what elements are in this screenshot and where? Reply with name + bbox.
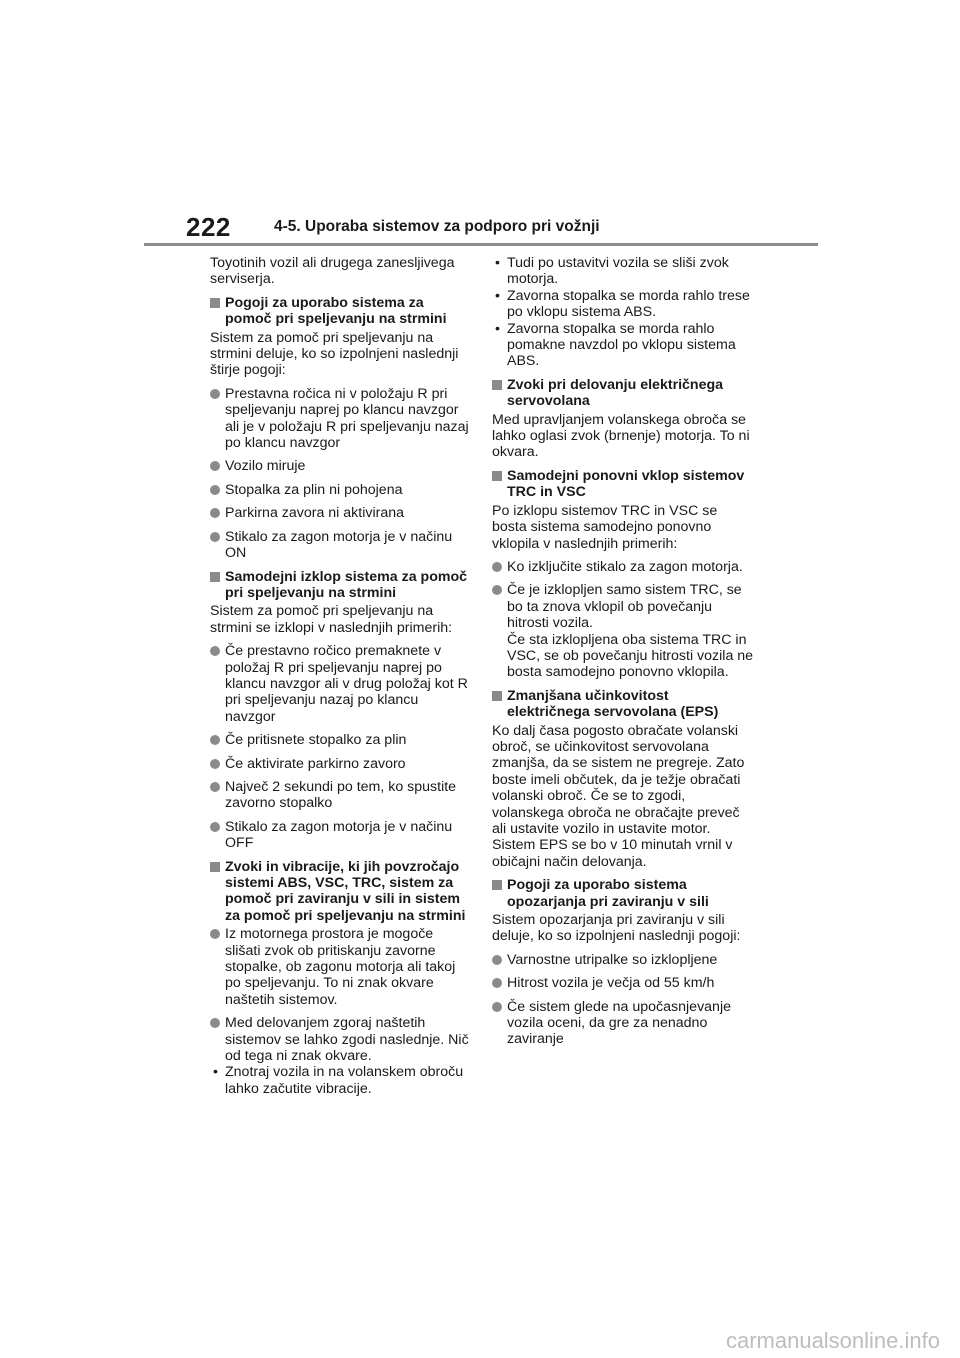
section-title: 4-5. Uporaba sistemov za podporo pri vožnji xyxy=(274,218,600,235)
bullet-item: Parkirna zavora ni aktivirana xyxy=(210,505,472,521)
bullet-item: Če aktivirate parkirno zavoro xyxy=(210,756,472,772)
dot-item: • Zavorna stopalka se morda rahlo pomakne navzdol po vklopu sistema ABS. xyxy=(492,321,754,370)
bullet-item: Iz motornega prostora je mogoče slišati zvok ob pritiskanju zavorne stopalke, ob zagonu motorja ali takoj po speljevanju. To ni znak okvare naštetih sistemov. xyxy=(210,926,472,1008)
paragraph: Sistem za pomoč pri speljevanju na strmini deluje, ko so izpolnjeni naslednji štirje pogoji: xyxy=(210,329,459,379)
dot-item: • Znotraj vozila in na volanskem obroču lahko začutite vibracije. xyxy=(210,1064,472,1097)
paragraph: Toyotinih vozil ali drugega zanesljivega serviserja. xyxy=(210,255,455,288)
bullet-item: Stikalo za zagon motorja je v načinu ON xyxy=(210,529,472,562)
bullet-text: Če sta izklopljena oba sistema TRC in VSC, se ob povečanju hitrosti vozila ne bosta samodejno ponovno vklopila. xyxy=(507,631,754,681)
bullet-item xyxy=(492,582,754,680)
header-rule xyxy=(144,243,818,246)
bullet-item: Če sistem glede na upočasnjevanje vozila oceni, da gre za nenadno zaviranje xyxy=(492,999,754,1048)
bullet-item: Če prestavno ročico premaknete v položaj R pri speljevanju naprej po klancu navzgor ali v drug položaj kot R pri speljevanju nazaj po klancu navzgor xyxy=(210,643,472,725)
subheading-eps-reduced: Zmanjšana učinkovitost električnega servovolana (EPS) xyxy=(492,688,754,721)
bullet-item: Med delovanjem zgoraj naštetih sistemov se lahko zgodi naslednje. Nič od tega ni znak okvare. xyxy=(210,1015,472,1064)
page-number: 222 xyxy=(186,212,231,242)
subheading-emergency-brake-signal: Pogoji za uporabo sistema opozarjanja pri zaviranju v sili xyxy=(492,877,754,910)
subheading-eps-sounds: Zvoki pri delovanju električnega servovolana xyxy=(492,377,754,410)
bullet-item: Prestavna ročica ni v položaju R pri speljevanju naprej po klancu navzgor ali je v položaju R pri speljevanju nazaj po klancu navzgor xyxy=(210,386,472,452)
bullet-item: Hitrost vozila je večja od 55 km/h xyxy=(492,975,754,991)
dot-item: • Zavorna stopalka se morda rahlo trese po vklopu sistema ABS. xyxy=(492,288,754,321)
watermark: carmanualsonline.info xyxy=(725,1328,940,1353)
paragraph: Sistem za pomoč pri speljevanju na strmini se izklopi v naslednjih primerih: xyxy=(210,603,453,636)
dot-item: • Tudi po ustavitvi vozila se sliši zvok motorja. xyxy=(492,255,754,288)
subheading-sounds-vibrations: Zvoki in vibracije, ki jih povzročajo sistemi ABS, VSC, TRC, sistem za pomoč pri zaviranju v sili in sistem za pomoč pri speljevanju na strmini xyxy=(210,859,472,925)
bullet-item: Največ 2 sekundi po tem, ko spustite zavorno stopalko xyxy=(210,779,472,812)
paragraph: Sistem opozarjanja pri zaviranju v sili deluje, ko so izpolnjeni naslednji pogoji: xyxy=(492,912,741,945)
bullet-item: Varnostne utripalke so izklopljene xyxy=(492,952,754,968)
bullet-item: Vozilo miruje xyxy=(210,458,472,474)
bullet-text: Če je izklopljen samo sistem TRC, se bo ta znova vklopil ob povečanju hitrosti vozila. xyxy=(507,582,742,632)
paragraph: Med upravljanjem volanskega obroča se lahko oglasi zvok (brnenje) motorja. To ni okvara. xyxy=(492,411,750,461)
subheading-hill-start-conditions: Pogoji za uporabo sistema za pomoč pri speljevanju na strmini xyxy=(210,295,472,328)
paragraph: Ko dalj časa pogosto obračate volanski obroč, se učinkovitost servovolana zmanjša, da se sistem ne pregreje. Zato boste imeli občutek, da je težje obračati volanski obroč. Če se to zgodi, volanskega obroča ne obračajte preveč ali ustavite vozilo in ustavite motor. Sistem EPS se bo v 10 minutah vrnil v običajni način delovanja. xyxy=(492,722,745,870)
bullet-item: Stopalka za plin ni pohojena xyxy=(210,482,472,498)
right-column xyxy=(492,255,754,1055)
bullet-item: Če pritisnete stopalko za plin xyxy=(210,732,472,748)
bullet-item: Stikalo za zagon motorja je v načinu OFF xyxy=(210,819,472,852)
bullet-item: Ko izključite stikalo za zagon motorja. xyxy=(492,559,754,575)
left-column xyxy=(210,255,472,1104)
subheading-hill-start-auto-off: Samodejni izklop sistema za pomoč pri speljevanju na strmini xyxy=(210,569,472,602)
paragraph: Po izklopu sistemov TRC in VSC se bosta sistema samodejno ponovno vklopila v naslednjih primerih: xyxy=(492,502,718,552)
subheading-trc-vsc-reenable: Samodejni ponovni vklop sistemov TRC in VSC xyxy=(492,468,754,501)
